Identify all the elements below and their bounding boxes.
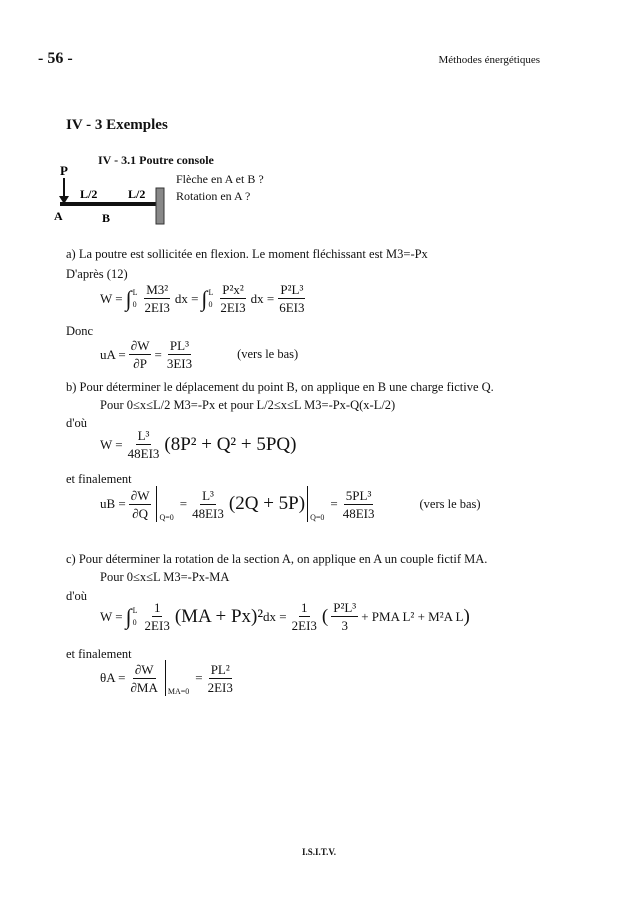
cantilever-beam-figure xyxy=(50,162,170,232)
close-paren: ) xyxy=(463,605,470,627)
eq5-fraction-2: $\frac{1}{2EI3}$ xyxy=(291,600,317,633)
donc-label: Donc xyxy=(66,324,94,338)
eq6-eval: MA=0 xyxy=(167,687,190,696)
eq2-fraction-1: $\frac{\partial W}{\partial P}$ xyxy=(130,338,150,371)
equation-ub xyxy=(100,486,481,522)
eq4-fraction-3: $\frac{\text{5PL³}}{48EI3}$ xyxy=(342,487,375,521)
eq1-fraction-2: $\frac{\text{P²x²}}{2EI3}$ xyxy=(220,282,246,315)
eq2-equals: = xyxy=(154,346,162,362)
subsection-title: IV - 3.1 Poutre console xyxy=(98,153,214,167)
question-deflection: Flèche en A et B ? xyxy=(176,172,264,186)
running-title: Méthodes énergétiques xyxy=(438,54,540,66)
eq6-fraction-1: $\frac{\partial W}{\partial MA}$ xyxy=(130,661,158,695)
eq6-fraction-2: $\frac{\text{PL²}}{2EI3}$ xyxy=(207,661,233,695)
eq3-lhs: W = xyxy=(100,436,123,452)
dou-label-b: d'où xyxy=(66,416,88,430)
eq4-equals-2: = xyxy=(330,496,338,511)
eq1-dx-1: dx = xyxy=(174,290,199,306)
footer-institution: I.S.I.T.V. xyxy=(302,847,336,857)
eq1-fraction-3: $\frac{\text{P²L³}}{6EI3}$ xyxy=(279,282,305,315)
segment-left-label: L/2 xyxy=(80,187,98,201)
integral-limits: L 0 xyxy=(132,605,138,627)
eq5-rest: + PMA L² + M²A L xyxy=(361,608,464,624)
dou-label-c: d'où xyxy=(66,589,88,603)
eq3-fraction: $\frac{\text{L³}}{48EI3}$ xyxy=(127,428,160,461)
equation-w-a xyxy=(100,282,310,315)
eq1-dx-2: dx = xyxy=(250,290,275,306)
equation-w-c xyxy=(100,600,470,633)
integral-limits: L 0 xyxy=(208,287,214,309)
part-c-intro: c) Pour déterminer la rotation de la section A, on applique en A un couple fictif MA. xyxy=(66,552,488,566)
eq4-note: (vers le bas) xyxy=(419,496,481,511)
evaluation-bar xyxy=(156,486,157,522)
question-rotation: Rotation en A ? xyxy=(176,189,251,203)
integral-sign: ∫ xyxy=(201,285,208,311)
eq4-fraction-1: $\frac{\partial W}{\partial Q}$ xyxy=(130,487,150,521)
eq6-equals: = xyxy=(195,670,203,685)
point-b-label: B xyxy=(102,211,111,225)
finally-label-b: et finalement xyxy=(66,472,132,486)
section-title: IV - 3 Exemples xyxy=(66,117,168,133)
integral-sign: ∫ xyxy=(125,285,132,311)
eq4-equals: = xyxy=(179,496,188,511)
eq4-lhs: uB = xyxy=(100,496,126,511)
part-b-cases: Pour 0≤x≤L/2 M3=-Px et pour L/2≤x≤L M3=-Px-Q(x-L/2) xyxy=(100,398,396,412)
finally-label-c: et finalement xyxy=(66,647,132,661)
eq5-inner-fraction: $\frac{\text{P²L³}}{3}$ xyxy=(333,600,357,633)
integral-limits: L 0 xyxy=(132,287,138,309)
page-number: - 56 - xyxy=(38,50,73,67)
eq4-eval-2: Q=0 xyxy=(310,513,325,522)
part-b-intro: b) Pour déterminer le déplacement du point B, on applique en B une charge fictive Q. xyxy=(66,380,494,394)
point-a-label: A xyxy=(54,209,63,223)
part-a-intro: a) La poutre est sollicitée en flexion. Le moment fléchissant est M3=-Px xyxy=(66,247,428,261)
evaluation-bar xyxy=(307,486,308,522)
eq4-parenthesis: (2Q + 5P) xyxy=(228,493,306,514)
eq5-parenthesis: (MA + Px)² xyxy=(174,605,264,627)
eq2-fraction-2: $\frac{\text{PL³}}{3EI3}$ xyxy=(166,338,193,371)
part-a-reference: D'après (12) xyxy=(66,267,128,281)
equation-ua xyxy=(100,338,298,371)
part-c-cases: Pour 0≤x≤L M3=-Px-MA xyxy=(100,570,230,584)
evaluation-bar xyxy=(165,660,166,696)
segment-right-label: L/2 xyxy=(128,187,146,201)
eq5-fraction-1: $\frac{1}{2EI3}$ xyxy=(144,600,170,633)
equation-theta-a xyxy=(100,660,238,696)
load-label: P xyxy=(60,163,68,178)
integral-sign: ∫ xyxy=(125,603,132,629)
eq2-note: (vers le bas) xyxy=(237,347,299,361)
open-paren: ( xyxy=(321,605,329,627)
eq6-lhs: θA = xyxy=(100,670,126,685)
eq5-dx: dx = xyxy=(263,608,287,624)
eq4-fraction-2: $\frac{\text{L³}}{48EI3}$ xyxy=(192,487,224,521)
eq3-parenthesis: (8P² + Q² + 5PQ) xyxy=(164,433,297,455)
eq5-lhs: W = xyxy=(100,608,123,624)
wall-support xyxy=(156,188,164,224)
equation-w-b xyxy=(100,428,296,461)
eq1-lhs: W = xyxy=(100,290,123,306)
eq2-lhs: uA = xyxy=(100,346,126,362)
eq1-fraction-1: $\frac{\text{M3²}}{2EI3}$ xyxy=(144,282,170,315)
eq4-eval: Q=0 xyxy=(159,513,174,522)
